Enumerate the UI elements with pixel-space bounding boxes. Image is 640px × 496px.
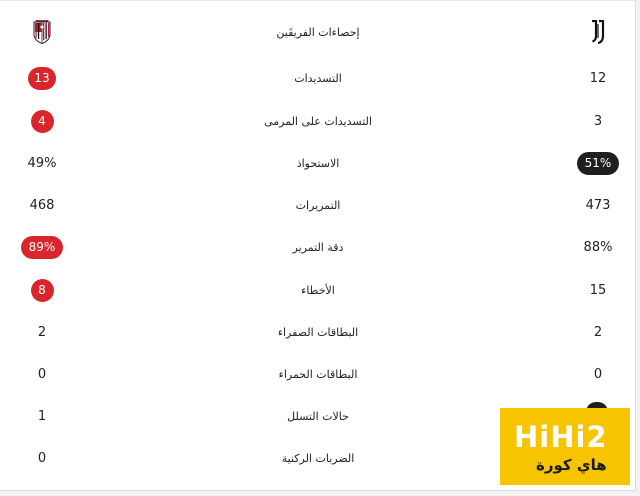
away-shots-on-target-value: 3: [593, 113, 603, 129]
home-fouls-value: 8: [31, 279, 54, 302]
stat-label-shots-on-target: التسديدات على المرمى: [264, 114, 372, 128]
home-team-crest[interactable]: [12, 11, 72, 53]
away-red-cards-value: 0: [593, 366, 603, 382]
watermark-overlay: [500, 408, 630, 485]
away-team-crest[interactable]: [568, 11, 628, 53]
stats-title: إحصاءات الفريقَين: [276, 25, 360, 39]
home-shots-on-target-value: 4: [31, 110, 54, 133]
stat-row-shots: [0, 57, 636, 99]
away-pass-accuracy-value: 88%: [583, 239, 613, 255]
stat-label-red-cards: البطاقات الحمراء: [278, 367, 358, 381]
stat-label-yellow-cards: البطاقات الصفراء: [277, 325, 359, 339]
home-pass-accuracy-value: 89%: [21, 236, 64, 259]
watermark-subtitle: هاي كورة: [536, 456, 607, 474]
stat-row-possession: [0, 142, 636, 184]
away-shots-value: 12: [589, 70, 607, 86]
away-passes-value: 473: [585, 197, 611, 213]
stat-row-red-cards: [0, 353, 636, 395]
stat-label-fouls: الأخطاء: [301, 283, 335, 297]
home-red-cards-value: 0: [37, 366, 47, 382]
stat-row-shots-on-target: [0, 100, 636, 142]
juventus-crest-icon: [589, 20, 607, 44]
stat-label-shots: التسديدات: [294, 71, 342, 85]
stat-row-yellow-cards: [0, 311, 636, 353]
watermark-logo: HiHi2: [514, 420, 608, 454]
stat-row-passes: [0, 184, 636, 226]
stats-header-row: [0, 11, 636, 53]
ac-milan-crest-icon: [33, 20, 51, 44]
home-possession-value: 49%: [27, 155, 57, 171]
stat-label-pass-accuracy: دقة التمرير: [292, 240, 344, 254]
stat-label-possession: الاستحواذ: [296, 156, 340, 170]
stat-label-corners: الضربات الركنية: [281, 451, 355, 465]
away-possession-value: 51%: [577, 152, 620, 175]
home-offsides-value: 1: [37, 408, 47, 424]
stat-row-pass-accuracy: [0, 226, 636, 268]
away-fouls-value: 15: [589, 282, 607, 298]
home-yellow-cards-value: 2: [37, 324, 47, 340]
away-yellow-cards-value: 2: [593, 324, 603, 340]
home-shots-value: 13: [28, 67, 55, 90]
home-corners-value: 0: [37, 450, 47, 466]
stat-label-offsides: حالات التسلل: [287, 409, 349, 423]
home-passes-value: 468: [29, 197, 55, 213]
stat-row-fouls: [0, 269, 636, 311]
stat-label-passes: التمريرات: [295, 198, 341, 212]
